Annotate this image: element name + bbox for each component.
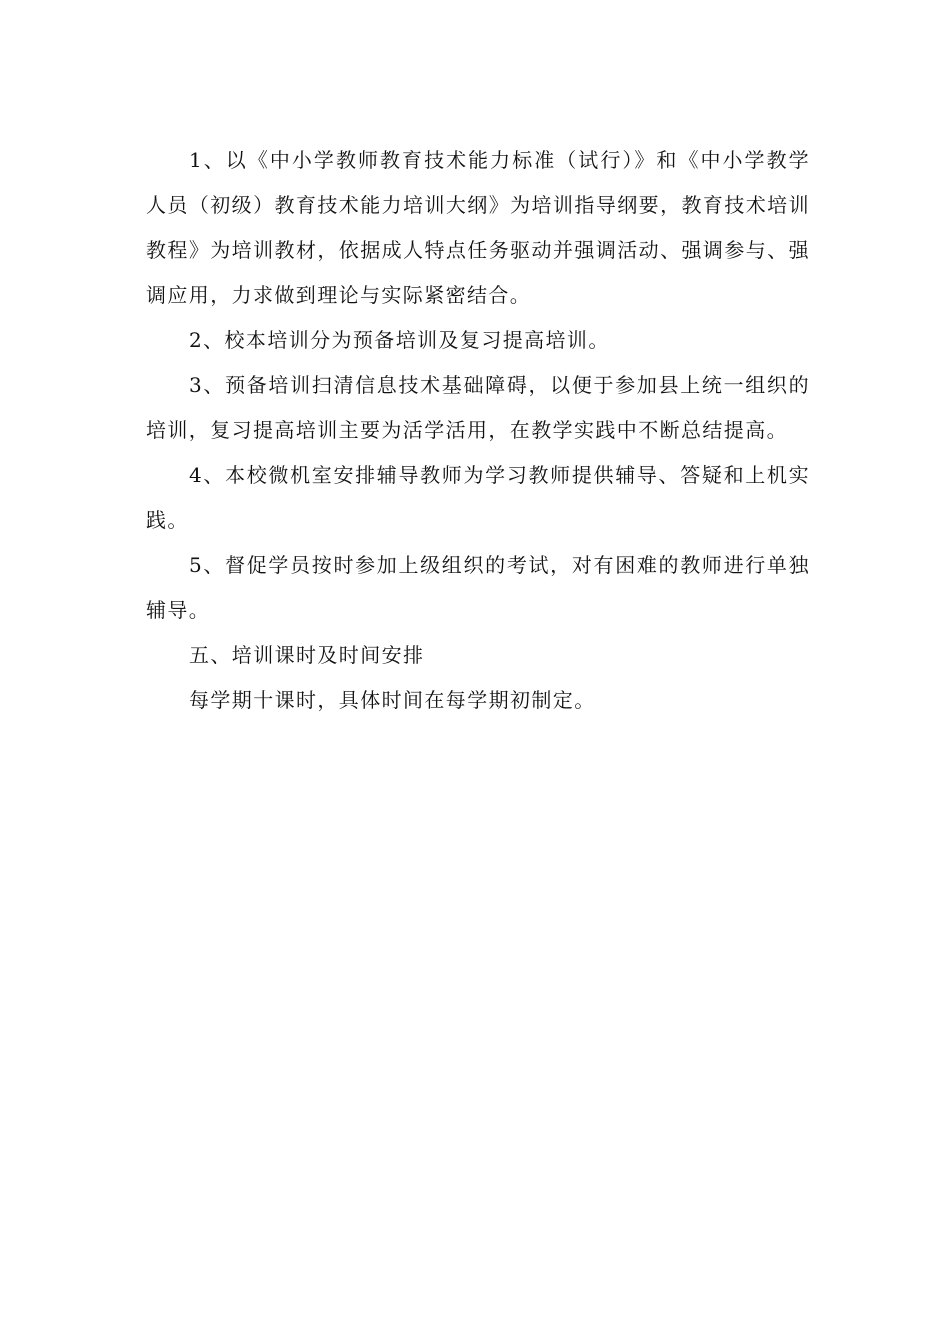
section-heading: 五、培训课时及时间安排 bbox=[189, 643, 425, 667]
paragraph-item-4: 4、本校微机室安排辅导教师为学习教师提供辅导、答疑和上机实践。 bbox=[146, 463, 810, 532]
paragraph-item-5: 5、督促学员按时参加上级组织的考试，对有困难的教师进行单独辅导。 bbox=[146, 553, 810, 622]
schedule-paragraph: 每学期十课时，具体时间在每学期初制定。 bbox=[189, 688, 596, 712]
paragraph-item-2: 2、校本培训分为预备培训及复习提高培训。 bbox=[189, 328, 610, 352]
paragraph-item-3: 3、预备培训扫清信息技术基础障碍，以便于参加县上统一组织的培训，复习提高培训主要为活学活用，在教学实践中不断总结提高。 bbox=[146, 373, 810, 442]
paragraph-item-1: 1、以《中小学教师教育技术能力标准（试行）》和《中小学教学人员（初级）教育技术能力培训大纲》为培训指导纲要，教育技术培训教程》为培训教材，依据成人特点任务驱动并强调活动、强调参与、强调应用，力求做到理论与实际紧密结合。 bbox=[146, 148, 810, 307]
document-body bbox=[146, 138, 810, 723]
